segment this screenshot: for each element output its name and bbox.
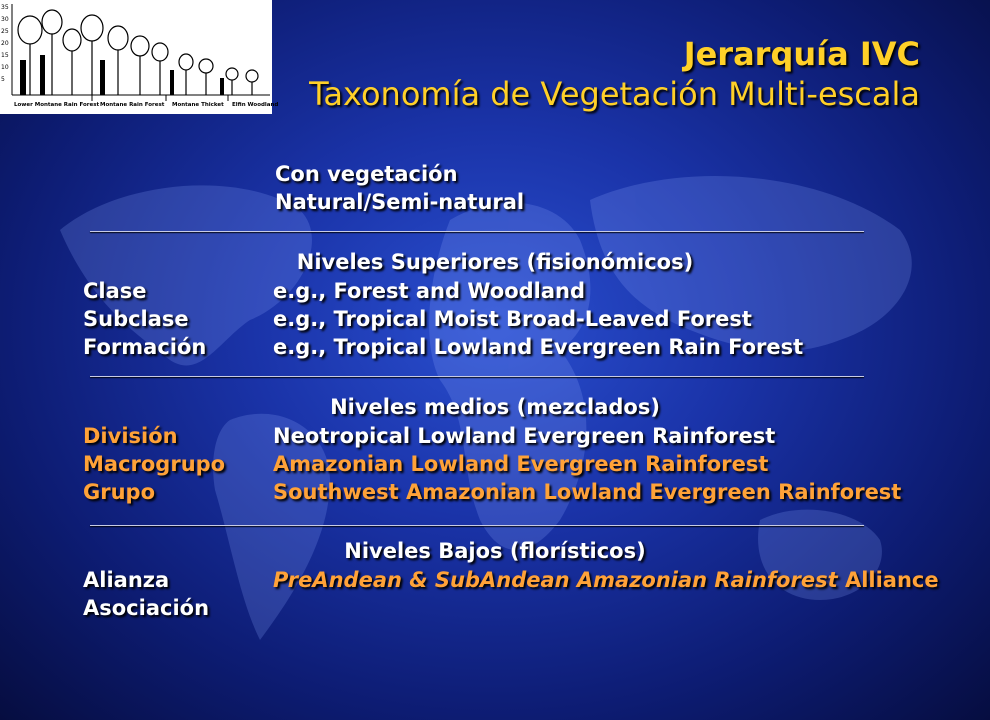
row-value: Amazonian Lowland Evergreen Rainforest (273, 452, 769, 476)
row-label: Subclase (83, 307, 189, 331)
row-label: Alianza (83, 568, 170, 592)
zone-label-montane-thicket: Montane Thicket (172, 102, 224, 108)
row-label: Asociación (83, 596, 210, 620)
row-value: e.g., Tropical Moist Broad-Leaved Forest (273, 307, 752, 331)
row-value-suffix: Alliance (844, 568, 939, 592)
section-heading-medios: Niveles medios (mezclados) (330, 395, 660, 419)
row-label: Clase (83, 279, 147, 303)
zone-label-montane-rain: Montane Rain Forest (100, 102, 165, 108)
row-value: e.g., Forest and Woodland (273, 279, 586, 303)
row-value: Neotropical Lowland Evergreen Rainforest (273, 424, 776, 448)
row-label: División (83, 424, 178, 448)
y-tick-label: 25 (1, 28, 9, 35)
row-value: e.g., Tropical Lowland Evergreen Rain Forest (273, 335, 804, 359)
row-label: Macrogrupo (83, 452, 226, 476)
divider (90, 525, 864, 526)
y-tick-label: 15 (1, 52, 9, 59)
y-tick-label: 10 (1, 64, 9, 71)
zone-label-elfin: Elfin Woodland (232, 102, 279, 108)
y-tick-label: 20 (1, 40, 9, 47)
header-line-2: Natural/Semi-natural (275, 190, 525, 214)
divider (90, 231, 864, 232)
y-tick-label: 5 (1, 76, 5, 83)
vegetation-profile-image (0, 0, 279, 114)
row-value: Southwest Amazonian Lowland Evergreen Rainforest (273, 480, 902, 504)
row-label: Grupo (83, 480, 156, 504)
title-line-1: Jerarquía IVC (683, 35, 920, 73)
section-heading-bajos: Niveles Bajos (florísticos) (344, 539, 646, 563)
section-heading-superiores: Niveles Superiores (fisionómicos) (296, 250, 694, 274)
row-value (273, 566, 939, 594)
header-line-1: Con vegetación (275, 162, 458, 186)
y-tick-label: 35 (1, 4, 9, 11)
title-line-2: Taxonomía de Vegetación Multi-escala (309, 75, 920, 113)
slide-title (309, 34, 920, 114)
row-value-italic: PreAndean & SubAndean Amazonian Rainforest (273, 568, 838, 592)
divider (90, 376, 864, 377)
zone-label-lower-montane: Lower Montane Rain Forest (14, 102, 100, 108)
y-tick-label: 30 (1, 16, 9, 23)
row-label: Formación (83, 335, 207, 359)
